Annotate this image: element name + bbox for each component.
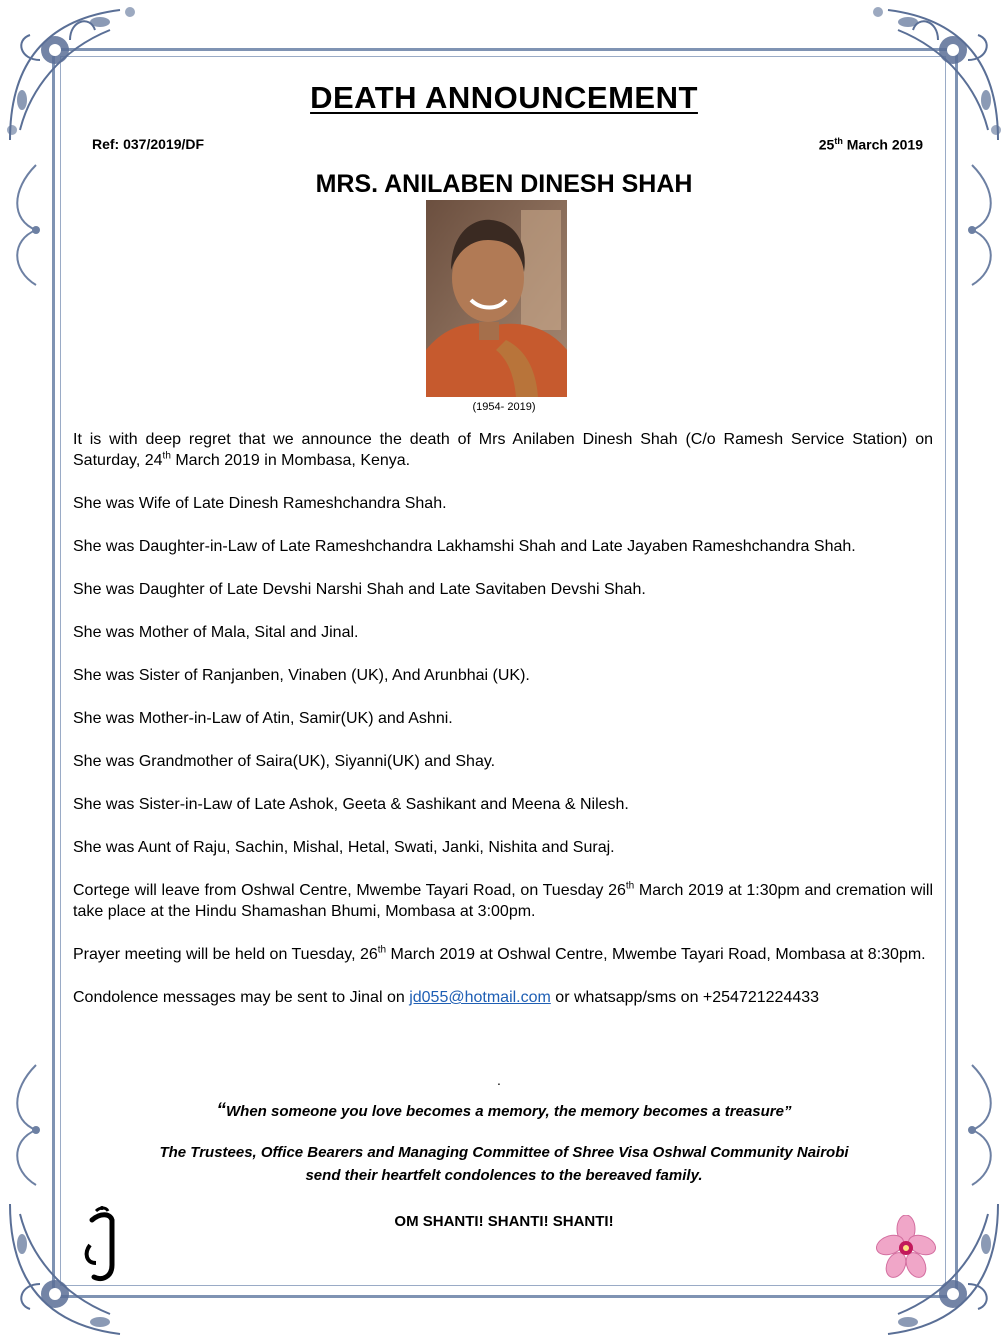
reference-number: Ref: 037/2019/DF — [92, 136, 205, 152]
paragraph-mother-in-law: She was Mother-in-Law of Atin, Samir(UK) and Ashni. — [73, 710, 453, 727]
email-link[interactable]: jd055@hotmail.com — [409, 989, 551, 1006]
trustees-condolence — [0, 1141, 1008, 1187]
deceased-name: MRS. ANILABEN DINESH SHAH — [315, 170, 693, 198]
life-years: (1954- 2019) — [472, 401, 536, 413]
paragraph-sister-in-law: She was Sister-in-Law of Late Ashok, Geeta & Sashikant and Meena & Nilesh. — [73, 796, 629, 813]
memorial-quote: “When someone you love becomes a memory, the memory becomes a treasure” — [216, 1100, 792, 1121]
announcement-body — [73, 429, 933, 1030]
paragraph-sister: She was Sister of Ranjanben, Vinaben (UK), And Arunbhai (UK). — [73, 667, 530, 684]
page-title: DEATH ANNOUNCEMENT — [310, 80, 698, 115]
paragraph-grandmother: She was Grandmother of Saira(UK), Siyanni(UK) and Shay. — [73, 753, 496, 770]
floral-corner-ornament-icon — [0, 0, 150, 150]
trustees-line-1: The Trustees, Office Bearers and Managing Committee of Shree Visa Oshwal Community Nairobi — [159, 1144, 849, 1161]
floral-corner-ornament-icon — [858, 0, 1008, 150]
paragraph-daughter-in-law: She was Daughter-in-Law of Late Rameshchandra Lakhamshi Shah and Late Jayaben Rameshchandra Shah. — [73, 538, 856, 555]
paragraph-aunt: She was Aunt of Raju, Sachin, Mishal, Hetal, Swati, Janki, Nishita and Suraj. — [73, 839, 615, 856]
paragraph-death: It is with deep regret that we announce the death of Mrs Anilaben Dinesh Shah (C/o Ramesh Service Station) on Saturday, 24th March 2019 in Mombasa, Kenya. — [73, 431, 933, 469]
paragraph-daughter: She was Daughter of Late Devshi Narshi Shah and Late Savitaben Devshi Shah. — [73, 581, 646, 598]
portrait-photo — [426, 200, 567, 397]
orchid-flower-icon — [876, 1215, 936, 1281]
paragraph-prayer-meeting: Prayer meeting will be held on Tuesday, 26th March 2019 at Oshwal Centre, Mwembe Tayari Road, Mombasa at 8:30pm. — [73, 944, 926, 963]
jain-om-logo-icon — [82, 1205, 122, 1285]
paragraph-condolence: Condolence messages may be sent to Jinal on jd055@hotmail.com or whatsapp/sms on +254721224433 — [73, 989, 820, 1006]
paragraph-cortege: Cortege will leave from Oshwal Centre, Mwembe Tayari Road, on Tuesday 26th March 2019 at 1:30pm and cremation will take place at the Hindu Shamashan Bhumi, Mombasa at 3:00pm. — [73, 880, 933, 920]
om-shanti: OM SHANTI! SHANTI! SHANTI! — [394, 1213, 614, 1230]
separator-dot: . — [497, 1072, 501, 1088]
paragraph-wife: She was Wife of Late Dinesh Rameshchandra Shah. — [73, 495, 447, 512]
paragraph-mother: She was Mother of Mala, Sital and Jinal. — [73, 624, 359, 641]
announcement-date: 25th March 2019 — [818, 136, 923, 153]
trustees-line-2: send their heartfelt condolences to the bereaved family. — [305, 1167, 703, 1184]
